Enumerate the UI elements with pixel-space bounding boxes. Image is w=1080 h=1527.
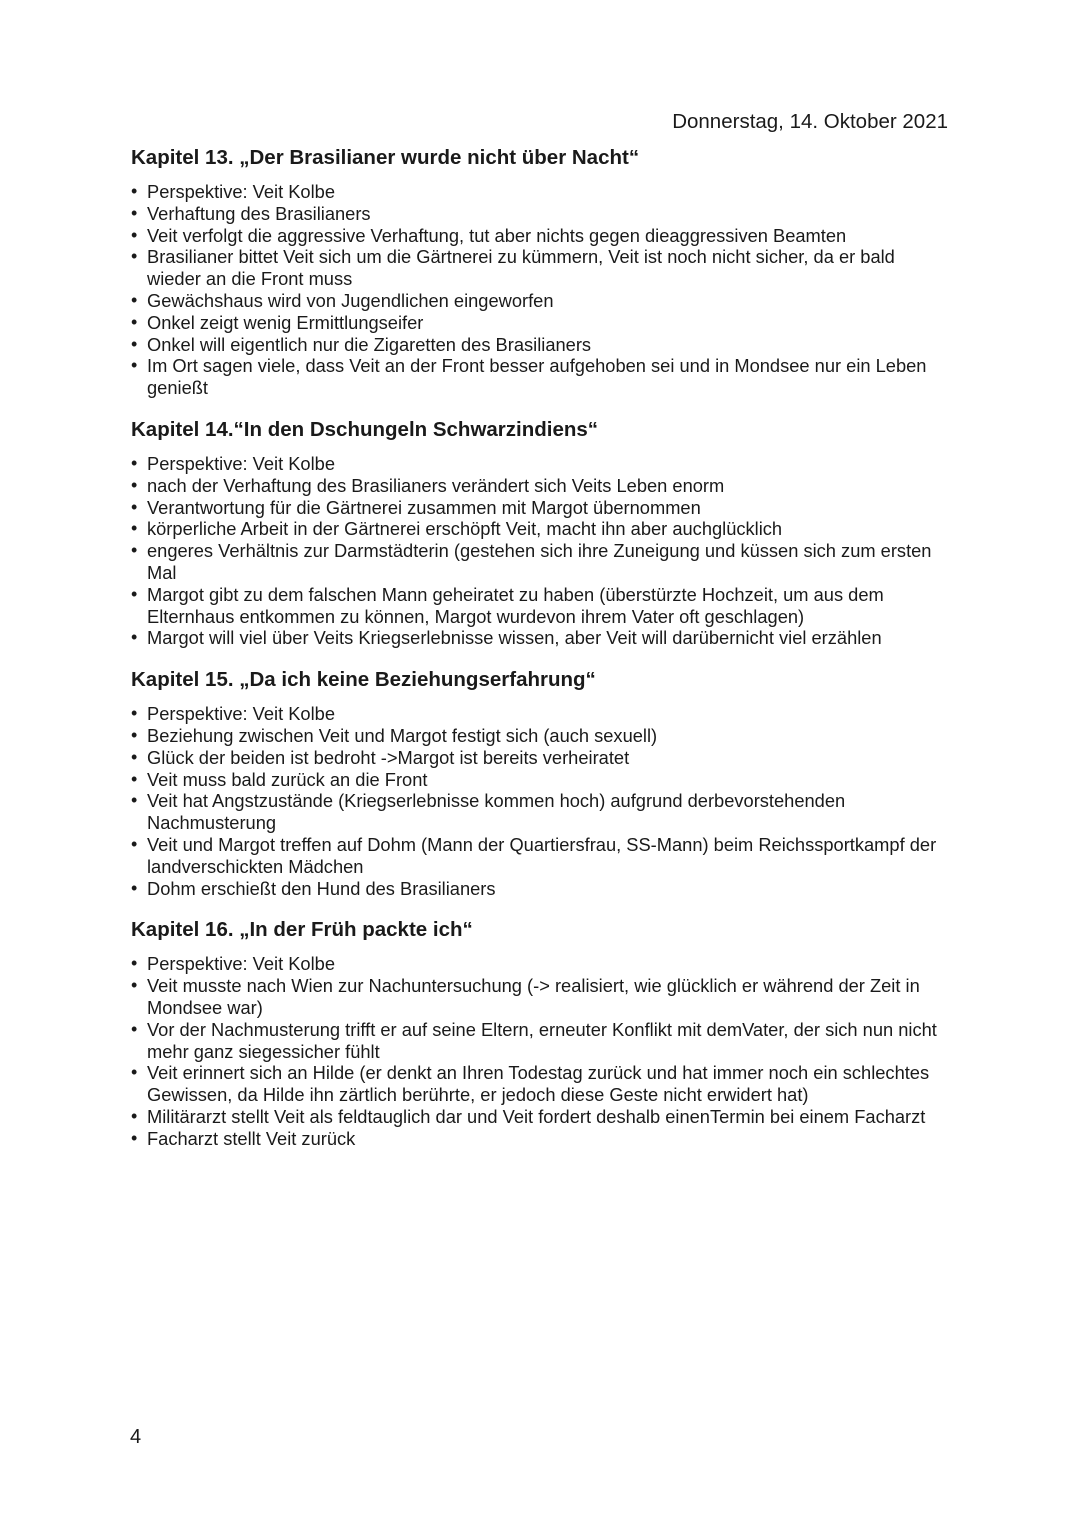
bullet-icon: • (131, 877, 138, 898)
bullet-icon: • (131, 768, 138, 789)
list-item-text: Veit muss bald zurück an die Front (147, 768, 428, 790)
chapter-14 (131, 418, 951, 649)
chapter-title: Kapitel 15. „Da ich keine Beziehungserfahrung“ (131, 668, 596, 692)
list-item (131, 181, 951, 203)
list-item (131, 769, 951, 791)
chapter-13 (131, 146, 951, 399)
list-item-text: Dohm erschießt den Hund des Brasilianers (147, 877, 496, 899)
list-item-text: Veit erinnert sich an Hilde (er denkt an Ihren Todestag zurück und hat immer noch ein schlechtes Gewissen, da Hilde ihn zärtlich berührte, er jedoch diese Geste nicht erwidert hat) (147, 1062, 930, 1106)
bullet-icon: • (131, 953, 138, 974)
bullet-list (131, 181, 951, 399)
bullet-icon: • (131, 1127, 138, 1148)
list-item-text: Gewächshaus wird von Jugendlichen eingeworfen (147, 289, 554, 311)
list-item (131, 584, 951, 628)
bullet-icon: • (131, 833, 138, 854)
bullet-list (131, 703, 951, 899)
list-item-text: Beziehung zwischen Veit und Margot festigt sich (auch sexuell) (147, 724, 658, 746)
list-item-text: Margot gibt zu dem falschen Mann geheiratet zu haben (überstürzte Hochzeit, um aus dem Elternhaus entkommen zu können, Margot wurdevon ihrem Vater oft geschlagen) (147, 583, 884, 627)
bullet-icon: • (131, 202, 138, 223)
list-item (131, 203, 951, 225)
list-item-text: engeres Verhältnis zur Darmstädterin (gestehen sich ihre Zuneigung und küssen sich zum ersten Mal (147, 540, 932, 583)
list-item (131, 246, 951, 290)
list-item (131, 878, 951, 900)
list-item (131, 725, 951, 747)
bullet-icon: • (131, 474, 138, 495)
list-item-text: Perspektive: Veit Kolbe (147, 953, 335, 975)
list-item (131, 334, 951, 356)
list-item-text: Im Ort sagen viele, dass Veit an der Front besser aufgehoben sei und in Mondsee nur ein Leben genießt (147, 355, 927, 399)
chapter-list (131, 146, 951, 1168)
list-item (131, 475, 951, 497)
list-item (131, 453, 951, 475)
list-item-text: Margot will viel über Veits Kriegserlebnisse wissen, aber Veit will darübernicht viel erzählen (147, 627, 882, 649)
bullet-icon: • (131, 724, 138, 745)
list-item (131, 975, 951, 1019)
list-item (131, 225, 951, 247)
bullet-icon: • (131, 333, 138, 354)
list-item-text: Glück der beiden ist bedroht ->Margot ist bereits verheiratet (147, 746, 630, 768)
list-item (131, 790, 951, 834)
list-item-text: Onkel zeigt wenig Ermittlungseifer (147, 311, 424, 333)
header-date: Donnerstag, 14. Oktober 2021 (672, 110, 948, 133)
list-item-text: Perspektive: Veit Kolbe (147, 181, 335, 202)
list-item-text: Veit verfolgt die aggressive Verhaftung, tut aber nichts gegen dieaggressiven Beamten (147, 224, 847, 246)
chapter-title: Kapitel 16. „In der Früh packte ich“ (131, 918, 473, 942)
bullet-list (131, 453, 951, 649)
list-item (131, 290, 951, 312)
chapter-16 (131, 918, 951, 1149)
bullet-icon: • (131, 224, 138, 245)
chapter-title: Kapitel 14.“In den Dschungeln Schwarzindiens“ (131, 417, 599, 441)
bullet-icon: • (131, 452, 138, 473)
list-item (131, 1106, 951, 1128)
list-item (131, 703, 951, 725)
list-item (131, 834, 951, 878)
list-item (131, 540, 951, 584)
bullet-icon: • (131, 311, 138, 332)
bullet-icon: • (131, 975, 138, 996)
bullet-icon: • (131, 746, 138, 767)
list-item (131, 497, 951, 519)
list-item (131, 355, 951, 399)
bullet-icon: • (131, 540, 138, 561)
list-item (131, 627, 951, 649)
page-number: 4 (130, 1426, 142, 1448)
list-item-text: Militärarzt stellt Veit als feldtauglich dar und Veit fordert deshalb einenTermin bei einem Facharzt (147, 1105, 926, 1127)
bullet-icon: • (131, 583, 138, 604)
bullet-icon: • (131, 703, 138, 724)
bullet-icon: • (131, 1105, 138, 1126)
bullet-icon: • (131, 246, 138, 267)
list-item-text: körperliche Arbeit in der Gärtnerei erschöpft Veit, macht ihn aber auchglücklich (147, 518, 783, 540)
list-item-text: Brasilianer bittet Veit sich um die Gärtnerei zu kümmern, Veit ist noch nicht sicher, da er bald wieder an die Front muss (147, 246, 895, 290)
list-item-text: Veit musste nach Wien zur Nachuntersuchung (-> realisiert, wie glücklich er während der Zeit in Mondsee war) (147, 975, 920, 1018)
list-item-text: Veit hat Angstzustände (Kriegserlebnisse kommen hoch) aufgrund derbevorstehenden Nachmusterung (147, 790, 846, 834)
list-item (131, 518, 951, 540)
list-item (131, 1019, 951, 1063)
list-item (131, 1062, 951, 1106)
bullet-icon: • (131, 1018, 138, 1039)
bullet-icon: • (131, 1062, 138, 1083)
list-item-text: Verantwortung für die Gärtnerei zusammen mit Margot übernommen (147, 496, 701, 518)
list-item (131, 312, 951, 334)
list-item-text: Perspektive: Veit Kolbe (147, 703, 335, 725)
list-item-text: nach der Verhaftung des Brasilianers verändert sich Veits Leben enorm (147, 474, 725, 496)
chapter-title: Kapitel 13. „Der Brasilianer wurde nicht über Nacht“ (131, 146, 640, 169)
list-item-text: Facharzt stellt Veit zurück (147, 1127, 356, 1149)
list-item-text: Onkel will eigentlich nur die Zigaretten des Brasilianers (147, 333, 592, 355)
bullet-icon: • (131, 496, 138, 517)
bullet-icon: • (131, 355, 138, 376)
list-item-text: Vor der Nachmusterung trifft er auf seine Eltern, erneuter Konflikt mit demVater, der sich nun nicht mehr ganz siegessicher fühlt (147, 1018, 937, 1062)
list-item (131, 953, 951, 975)
bullet-list (131, 953, 951, 1149)
chapter-15 (131, 668, 951, 899)
list-item-text: Perspektive: Veit Kolbe (147, 452, 335, 474)
list-item-text: Veit und Margot treffen auf Dohm (Mann der Quartiersfrau, SS-Mann) beim Reichssportkampf der landverschickten Mädchen (147, 833, 937, 877)
bullet-icon: • (131, 627, 138, 648)
bullet-icon: • (131, 289, 138, 310)
bullet-icon: • (131, 790, 138, 811)
bullet-icon: • (131, 181, 138, 201)
list-item (131, 747, 951, 769)
list-item (131, 1128, 951, 1150)
list-item-text: Verhaftung des Brasilianers (147, 202, 371, 224)
bullet-icon: • (131, 518, 138, 539)
